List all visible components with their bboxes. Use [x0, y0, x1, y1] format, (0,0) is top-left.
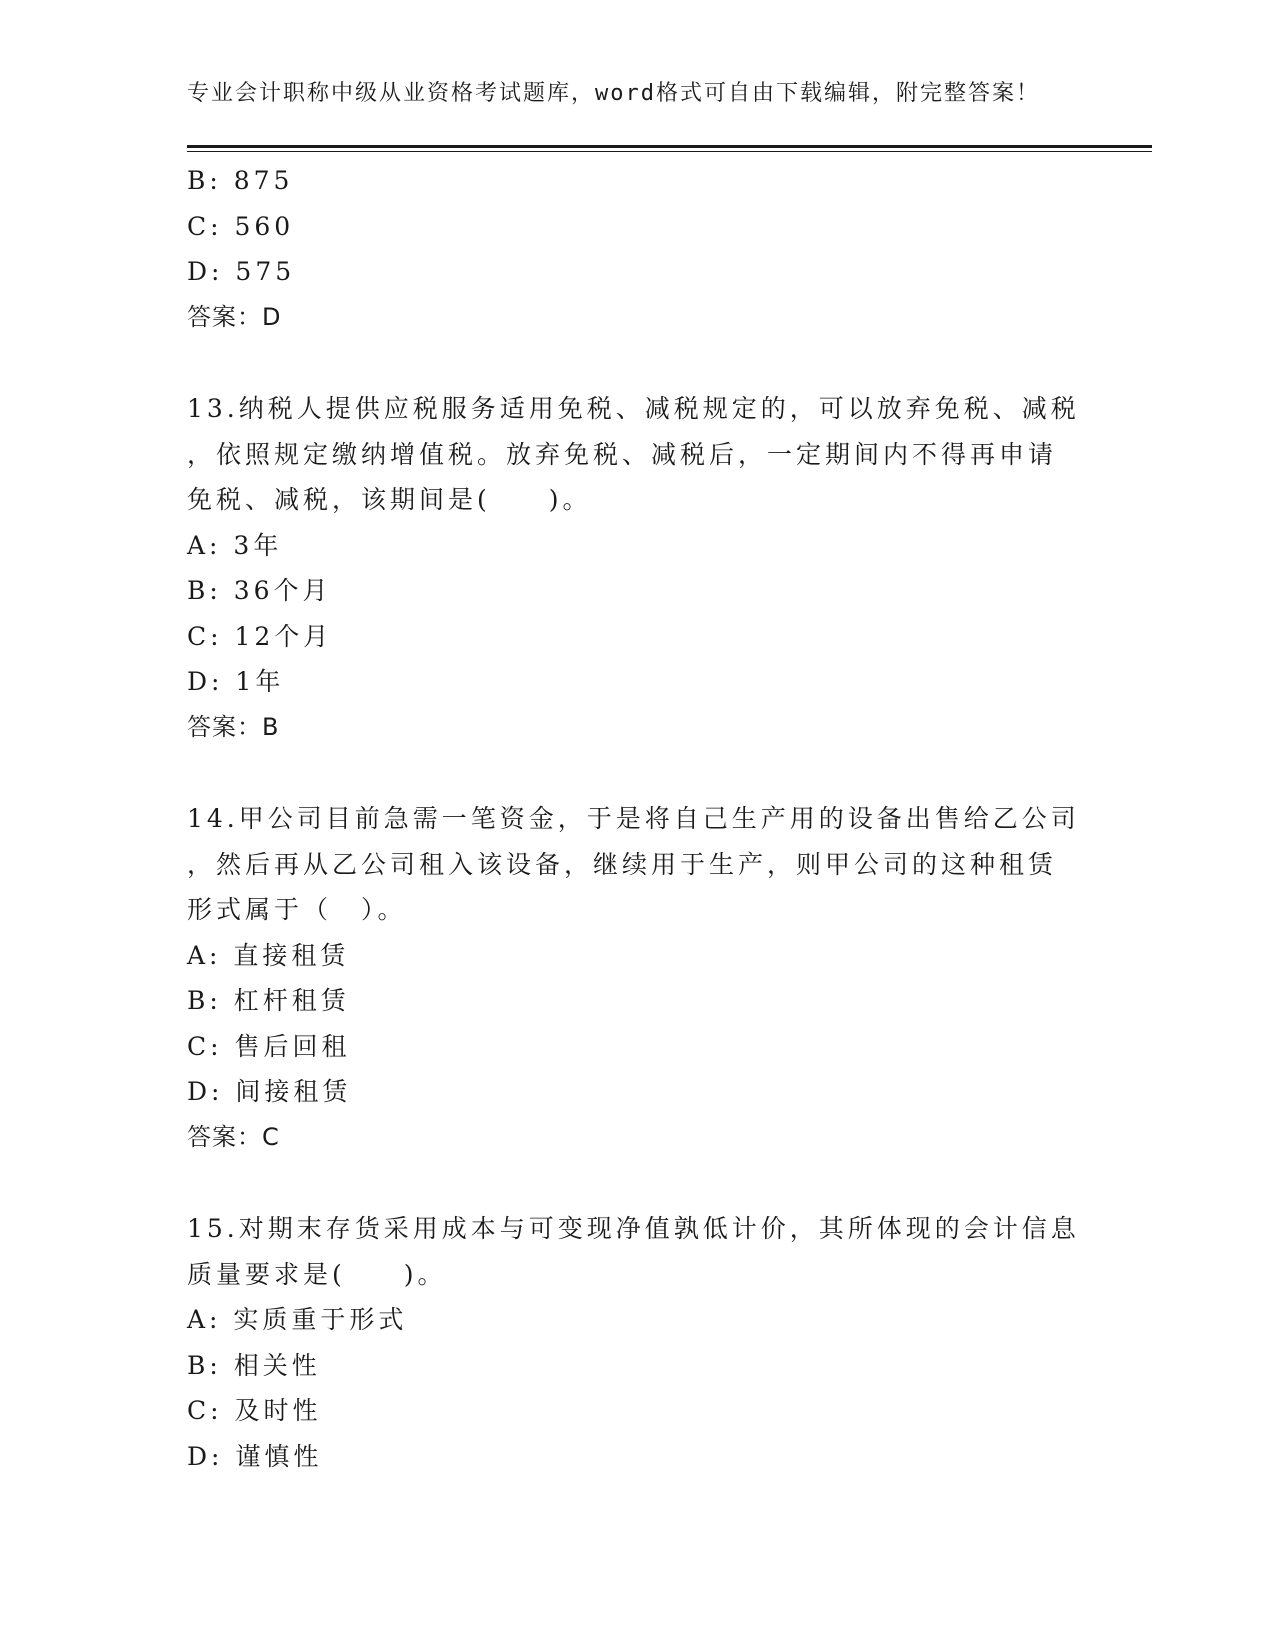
document-body — [187, 158, 1107, 1479]
page-header: 专业会计职称中级从业资格考试题库，word格式可自由下载编辑，附完整答案！ — [187, 81, 1040, 106]
option-line: A: 实质重于形式 — [187, 1305, 408, 1334]
question-14 — [187, 796, 1107, 1160]
answer-line: 答案：B — [187, 712, 280, 741]
spacer — [187, 1160, 1107, 1206]
question-text-line: ，然后再从乙公司租入该设备，继续用于生产，则甲公司的这种租赁 — [187, 849, 1058, 879]
spacer — [187, 750, 1107, 796]
option-line: C: 560 — [187, 211, 295, 241]
question-text-line: 14.甲公司目前急需一笔资金，于是将自己生产用的设备出售给乙公司 — [187, 804, 1080, 833]
option-line: D: 间接租赁 — [187, 1077, 352, 1106]
question-text-line: 质量要求是( )。 — [187, 1259, 447, 1289]
question-text-line: ，依照规定缴纳增值税。放弃免税、减税后，一定期间内不得再申请 — [187, 439, 1058, 469]
option-line: B: 相关性 — [187, 1350, 321, 1380]
previous-question-tail — [187, 158, 1107, 340]
question-13 — [187, 386, 1107, 750]
question-text-line: 15.对期末存货采用成本与可变现净值孰低计价，其所体现的会计信息 — [187, 1214, 1080, 1243]
option-line: D: 1年 — [187, 667, 285, 696]
question-text-line: 免税、减税，该期间是( )。 — [187, 485, 592, 514]
option-line: D: 575 — [187, 257, 296, 286]
option-line: C: 及时性 — [187, 1396, 322, 1425]
option-line: B: 875 — [187, 166, 294, 195]
option-line: A: 3年 — [187, 530, 283, 560]
option-line: A: 直接租赁 — [187, 940, 350, 970]
spacer — [187, 340, 1107, 386]
answer-line: 答案：D — [187, 302, 282, 331]
option-line: C: 12个月 — [187, 621, 333, 651]
header-rule-thick — [187, 145, 1152, 148]
question-text-line: 13.纳税人提供应税服务适用免税、减税规定的，可以放弃免税、减税 — [187, 394, 1080, 423]
answer-line: 答案：C — [187, 1122, 280, 1151]
option-line: C: 售后回租 — [187, 1031, 351, 1061]
header-rule-thin — [187, 151, 1152, 152]
option-line: B: 36个月 — [187, 576, 332, 605]
option-line: D: 谨慎性 — [187, 1441, 323, 1471]
question-15 — [187, 1206, 1107, 1479]
option-line: B: 杠杆租赁 — [187, 986, 350, 1015]
question-text-line: 形式属于（ ）。 — [187, 895, 407, 924]
